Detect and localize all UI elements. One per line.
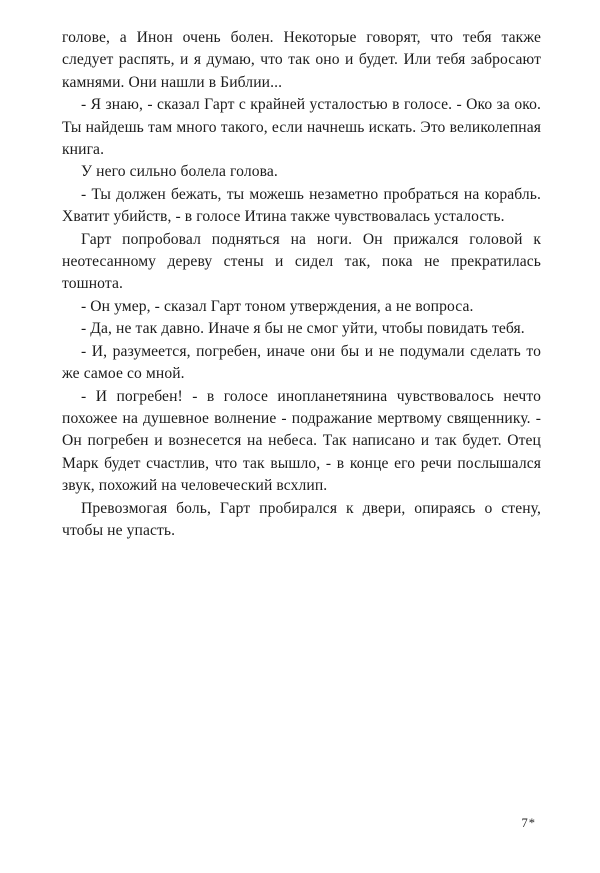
page-text [62,27,541,542]
paragraph: - Он умер, - сказал Гарт тоном утверждения, а не вопроса. [81,297,474,315]
paragraph: - Да, не так давно. Иначе я бы не смог уйти, чтобы повидать тебя. [81,320,525,338]
paragraph: - И погребен! - в голосе инопланетянина чувствовалось нечто похожее на душевное волнение - подражание мертвому священнику. - Он погребен и вознесется на небеса. Так написано и так будет. Отец Марк будет счастлив, что так вышло, - в конце его речи послышался звук, похожий на человеческий всхлип. [62,387,541,495]
paragraph: Гарт попробовал подняться на ноги. Он прижался головой к неотесанному дереву стены и сидел так, пока не прекратилась тошнота. [62,230,541,293]
paragraph: - Ты должен бежать, ты можешь незаметно пробраться на корабль. Хватит убийств, - в голосе Итина также чувствовалась усталость. [62,185,541,226]
paragraph: - И, разумеется, погребен, иначе они бы и не подумали сделать то же самое со мной. [62,342,541,383]
paragraph: У него сильно болела голова. [81,163,278,181]
paragraph: голове, а Инон очень болен. Некоторые говорят, что тебя также следует распять, и я думаю, что так оно и будет. Или тебя забросают камнями. Они нашли в Библии... [62,29,541,91]
page-signature-marker: 7* [521,816,536,830]
paragraph: Превозмогая боль, Гарт пробирался к двери, опираясь о стену, чтобы не упасть. [62,499,541,539]
paragraph: - Я знаю, - сказал Гарт с крайней усталостью в голосе. - Око за око. Ты найдешь там много такого, если начнешь искать. Это великолепная книга. [62,96,541,159]
